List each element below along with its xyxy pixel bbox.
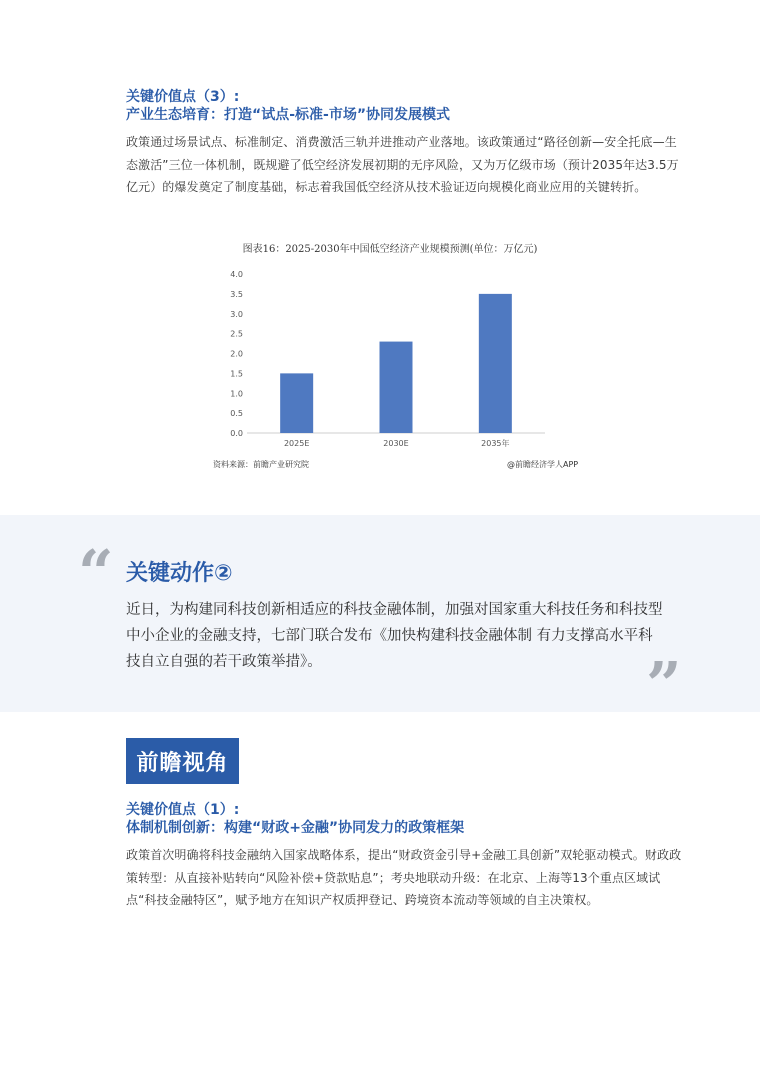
x-tick-label: 2030E: [383, 439, 409, 448]
bar: [479, 294, 512, 433]
action-title: 关键动作②: [126, 561, 233, 586]
y-tick-label: 3.5: [230, 289, 243, 299]
y-tick-label: 1.0: [230, 389, 243, 399]
y-tick-label: 1.5: [230, 369, 243, 379]
chart-title: 图表16：2025-2030年中国低空经济产业规模预测(单位：万亿元): [242, 244, 538, 255]
close-quote-icon: ”: [646, 648, 682, 721]
section-badge: 前瞻视角: [126, 738, 239, 784]
kp1-title: 体制机制创新：构建“财政+金融”协同发力的政策框架: [126, 820, 465, 836]
bar-chart: [205, 236, 595, 476]
y-tick-label: 2.5: [230, 329, 243, 339]
kp1-body: 政策首次明确将科技金融纳入国家战略体系，提出“财政资金引导+金融工具创新”双轮驱动模式。财政政策转型：从直接补贴转向“风险补偿+贷款贴息”；考央地联动升级：在北京、上海等13个重点区域试点“科技金融特区”，赋予地方在知识产权质押登记、跨境资本流动等领域的自主决策权。: [126, 848, 682, 907]
x-tick-label: 2025E: [283, 439, 310, 448]
chart-canvas: [205, 256, 595, 476]
bar: [280, 373, 313, 433]
action-body: 近日，为构建同科技创新相适应的科技金融体制，加强对国家重大科技任务和科技型中小企业的金融支持，七部门联合发布《加快构建科技金融体制 有力支撑高水平科技自立自强的若干政策举措》。: [126, 602, 663, 670]
kp3-title: 产业生态培育：打造“试点-标准-市场”协同发展模式: [126, 107, 451, 123]
bar: [380, 342, 413, 433]
chart-credit: @前瞻经济学人APP: [507, 460, 579, 469]
y-tick-label: 3.0: [230, 309, 243, 319]
y-tick-label: 0.5: [230, 409, 243, 419]
kp3-label: 关键价值点（3）:: [126, 89, 240, 105]
y-tick-label: 4.0: [230, 270, 243, 279]
kp1-label: 关键价值点（1）:: [126, 802, 240, 818]
chart-source: 资料来源：前瞻产业研究院: [213, 460, 309, 469]
open-quote-icon: “: [78, 536, 114, 609]
x-tick-label: 2035年: [481, 439, 510, 448]
kp3-body: 政策通过场景试点、标准制定、消费激活三轨并进推动产业落地。该政策通过“路径创新—安全托底—生态激活”三位一体机制，既规避了低空经济发展初期的无序风险，又为万亿级市场（预计2035年达3.5万亿元）的爆发奠定了制度基础，标志着我国低空经济从技术验证迈向规模化商业应用的关键转折。: [126, 135, 679, 194]
y-tick-label: 0.0: [230, 429, 243, 438]
y-tick-label: 2.0: [230, 349, 243, 359]
